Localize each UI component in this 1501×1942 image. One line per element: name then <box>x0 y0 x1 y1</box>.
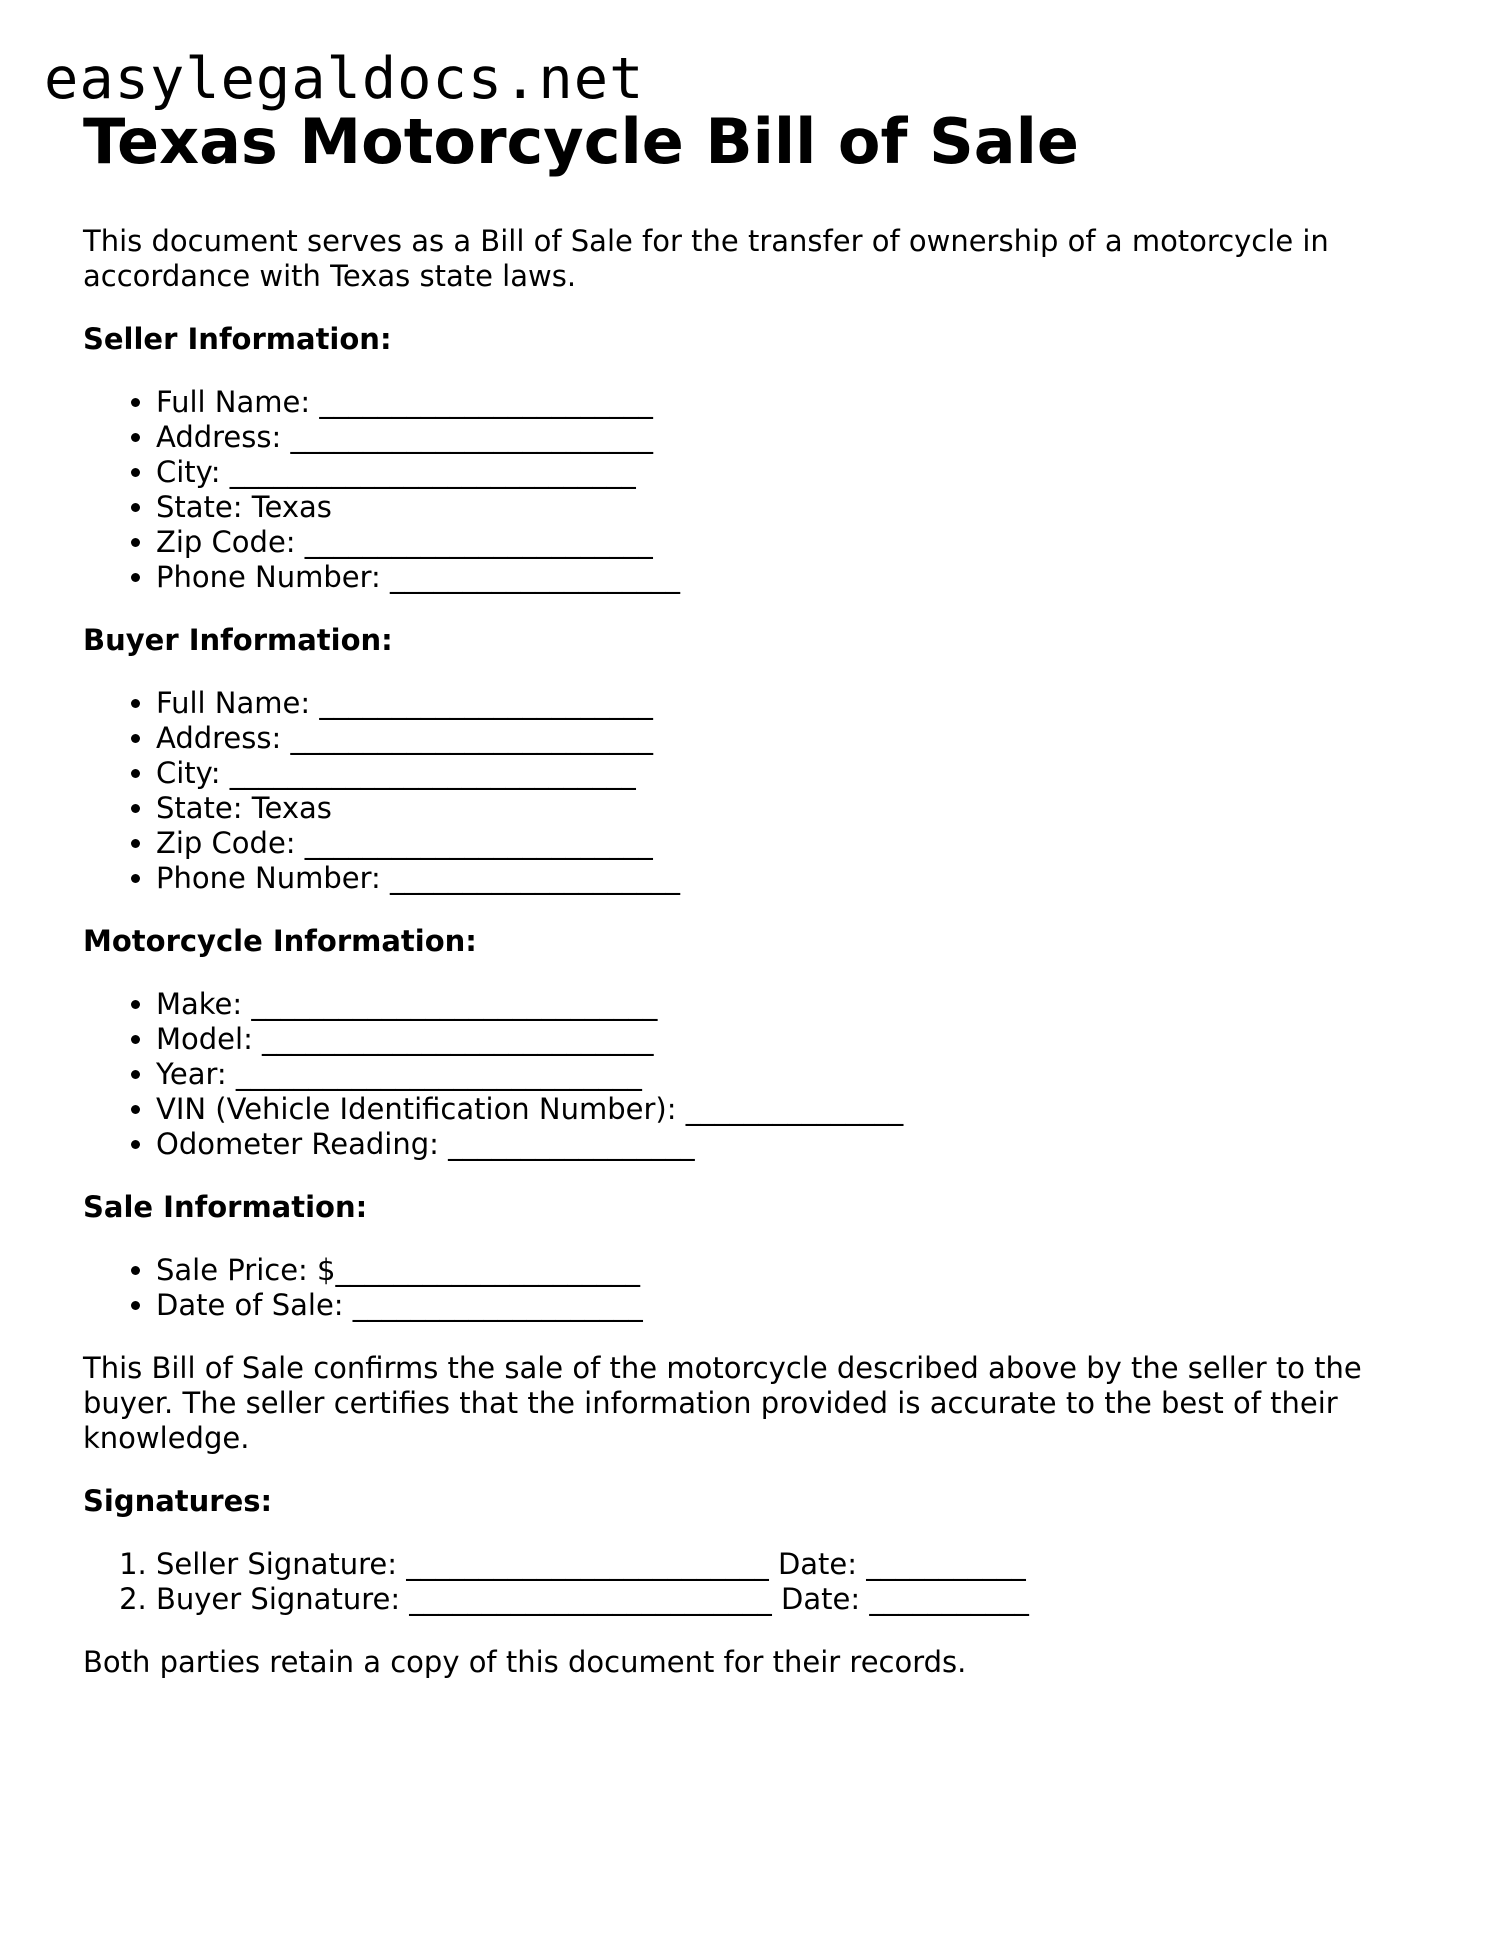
page-title: Texas Motorcycle Bill of Sale <box>83 105 1079 178</box>
closing-paragraph: Both parties retain a copy of this document for their records. <box>83 1645 967 1679</box>
seller-signature: 1. Seller Signature: _________________________ Date: ___________ <box>156 1547 1423 1582</box>
buyer-zip-code: • Zip Code: ________________________ <box>156 826 1423 861</box>
sale-list <box>83 1253 1423 1323</box>
document-body <box>83 100 1423 1680</box>
signatures-list <box>83 1547 1423 1617</box>
buyer-heading: Buyer Information: <box>83 623 393 657</box>
motorcycle-heading: Motorcycle Information: <box>83 924 477 958</box>
buyer-list <box>83 686 1423 896</box>
buyer-address: • Address: _________________________ <box>156 721 1423 756</box>
motorcycle-list <box>83 987 1423 1162</box>
seller-address: • Address: _________________________ <box>156 420 1423 455</box>
sale-price: • Sale Price: $_____________________ <box>156 1253 1423 1288</box>
sale-date: • Date of Sale: ____________________ <box>156 1288 1423 1323</box>
seller-state: • State: Texas <box>156 490 1423 525</box>
sale-heading: Sale Information: <box>83 1190 368 1224</box>
buyer-signature: 2. Buyer Signature: _________________________ Date: ___________ <box>156 1582 1423 1617</box>
buyer-full-name: • Full Name: _______________________ <box>156 686 1423 721</box>
intro-paragraph: This document serves as a Bill of Sale for the transfer of ownership of a motorcycle in accordance with Texas state laws. <box>83 224 1329 293</box>
buyer-phone-number: • Phone Number: ____________________ <box>156 861 1423 896</box>
buyer-city: • City: ____________________________ <box>156 756 1423 791</box>
motorcycle-vin: • VIN (Vehicle Identification Number): _______________ <box>156 1092 1423 1127</box>
motorcycle-model: • Model: ___________________________ <box>156 1022 1423 1057</box>
motorcycle-year: • Year: ____________________________ <box>156 1057 1423 1092</box>
signatures-heading: Signatures: <box>83 1484 273 1518</box>
seller-list <box>83 385 1423 595</box>
motorcycle-make: • Make: ____________________________ <box>156 987 1423 1022</box>
motorcycle-odometer: • Odometer Reading: _________________ <box>156 1127 1423 1162</box>
watermark-logo: easylegaldocs.net <box>44 46 645 112</box>
seller-zip-code: • Zip Code: ________________________ <box>156 525 1423 560</box>
seller-phone-number: • Phone Number: ____________________ <box>156 560 1423 595</box>
seller-full-name: • Full Name: _______________________ <box>156 385 1423 420</box>
seller-heading: Seller Information: <box>83 322 392 356</box>
seller-city: • City: ____________________________ <box>156 455 1423 490</box>
confirmation-paragraph: This Bill of Sale confirms the sale of the motorcycle described above by the seller to the buyer. The seller certifies that the information provided is accurate to the best of their knowledge. <box>83 1351 1362 1455</box>
buyer-state: • State: Texas <box>156 791 1423 826</box>
